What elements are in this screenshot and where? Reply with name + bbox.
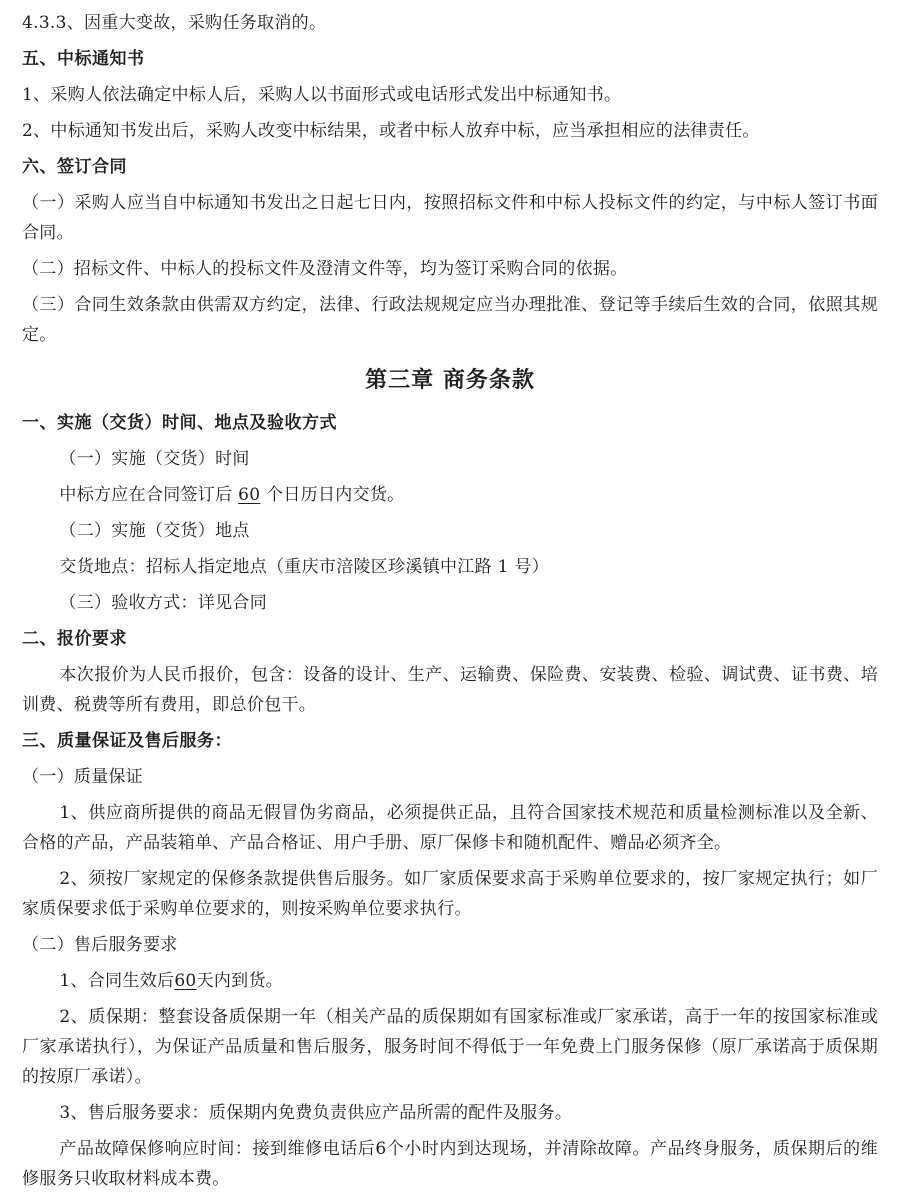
paragraph-sign-1: （一）采购人应当自中标通知书发出之日起七日内，按照招标文件和中标人投标文件的约定，与中标人签订书面合同。 xyxy=(22,193,878,243)
aftersale-1-text-pre: 1、合同生效后 xyxy=(59,971,175,991)
paragraph-quote-body: 本次报价为人民币报价，包含：设备的设计、生产、运输费、保险费、安装费、检验、调试费、证书费、培训费、税费等所有费用，即总价包干。 xyxy=(22,665,878,715)
label-delivery-time: （一）实施（交货）时间 xyxy=(59,449,250,469)
heading-delivery-terms: 一、实施（交货）时间、地点及验收方式 xyxy=(22,413,337,433)
delivery-time-days-underlined: 60 xyxy=(238,485,261,505)
paragraph-delivery-time xyxy=(22,480,878,510)
paragraph-response-time: 产品故障保修响应时间：接到维修电话后6个小时内到达现场，并清除故障。产品终身服务，质保期后的维修服务只收取材料成本费。 xyxy=(22,1139,878,1189)
paragraph-aftersale-3: 3、售后服务要求：质保期内免费负责供应产品所需的配件及服务。 xyxy=(59,1103,573,1123)
heading-quality-aftersale: 三、质量保证及售后服务： xyxy=(22,731,232,751)
heading-sign-contract: 六、签订合同 xyxy=(22,157,127,177)
delivery-time-text-pre: 中标方应在合同签订后 xyxy=(59,485,239,505)
paragraph-delivery-place: 交货地点：招标人指定地点（重庆市涪陵区珍溪镇中江路 1 号） xyxy=(59,557,550,577)
paragraph-task-cancelled: 4.3.3、因重大变故，采购任务取消的。 xyxy=(22,13,327,33)
paragraph-quality-2: 2、须按厂家规定的保修条款提供售后服务。如厂家质保要求高于采购单位要求的，按厂家规定执行；如厂家质保要求低于采购单位要求的，则按采购单位要求执行。 xyxy=(22,869,878,919)
paragraph-acceptance-method: （三）验收方式：详见合同 xyxy=(59,593,267,613)
paragraph-aftersale-2: 2、质保期：整套设备质保期一年（相关产品的质保期如有国家标准或厂家承诺，高于一年的按国家标准或厂家承诺执行），为保证产品质量和售后服务，服务时间不得低于一年免费上门服务保修（原厂承诺高于质保期的按原厂承诺）。 xyxy=(22,1007,878,1087)
paragraph-award-2: 2、中标通知书发出后，采购人改变中标结果，或者中标人放弃中标，应当承担相应的法律责任。 xyxy=(22,121,760,141)
chapter-title: 第三章 商务条款 xyxy=(365,368,535,393)
label-delivery-place: （二）实施（交货）地点 xyxy=(59,521,250,541)
aftersale-1-days-underlined: 60 xyxy=(174,971,197,991)
paragraph-quality-1: 1、供应商所提供的商品无假冒伪劣商品，必须提供正品，且符合国家技术规范和质量检测标准以及全新、合格的产品，产品装箱单、产品合格证、用户手册、原厂保修卡和随机配件、赠品必须齐全。 xyxy=(22,803,878,853)
delivery-time-text-post: 个日历日内交货。 xyxy=(260,485,405,505)
paragraph-aftersale-1 xyxy=(22,966,878,996)
heading-quote-requirements: 二、报价要求 xyxy=(22,629,127,649)
paragraph-sign-2: （二）招标文件、中标人的投标文件及澄清文件等，均为签订采购合同的依据。 xyxy=(22,259,628,279)
aftersale-1-text-post: 天内到货。 xyxy=(196,971,284,991)
paragraph-award-1: 1、采购人依法确定中标人后，采购人以书面形式或电话形式发出中标通知书。 xyxy=(22,85,622,105)
paragraph-sign-3: （三）合同生效条款由供需双方约定，法律、行政法规规定应当办理批准、登记等手续后生效的合同，依照其规定。 xyxy=(22,295,878,345)
label-quality-guarantee: （一）质量保证 xyxy=(22,767,144,787)
label-aftersale-requirements: （二）售后服务要求 xyxy=(22,935,178,955)
heading-award-notice: 五、中标通知书 xyxy=(22,49,145,69)
